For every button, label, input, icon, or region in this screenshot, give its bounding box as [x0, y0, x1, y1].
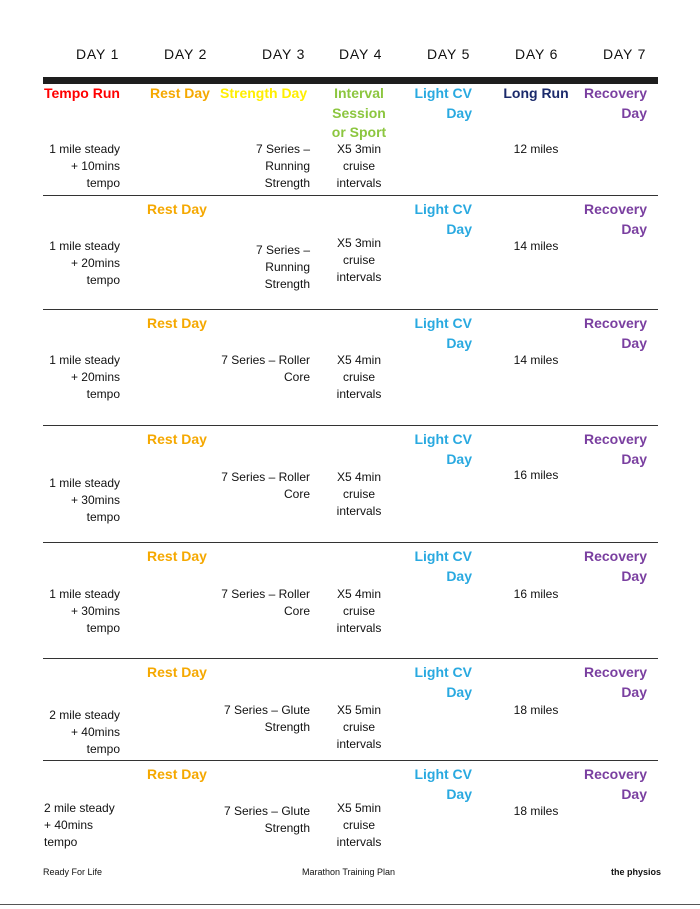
recovery-day-label: Recovery Day — [583, 664, 647, 700]
light-cv-day-label: Light CV Day — [414, 664, 472, 700]
light-cv-day-label: Light CV Day — [414, 201, 472, 237]
header-day-3: DAY 3 — [262, 46, 306, 62]
long-run-label: Long Run — [503, 85, 569, 101]
week-3-day-4: X5 4min cruise intervals — [336, 353, 382, 401]
week-6-day-3: 7 Series – Glute Strength — [223, 703, 310, 734]
light-cv-day-label: Light CV Day — [414, 85, 472, 121]
rest-day-label: Rest Day — [147, 766, 207, 782]
week-2-day-4: X5 3min cruise intervals — [336, 236, 382, 284]
week-2-day-1: 1 mile steady + 20mins tempo — [49, 239, 120, 287]
week-1-day-6: 12 miles — [513, 142, 559, 156]
week-4-day-4: X5 4min cruise intervals — [336, 470, 382, 518]
strength-day-label: Strength Day — [220, 85, 308, 101]
recovery-day-label: Recovery Day — [583, 548, 647, 584]
week-3-day-3: 7 Series – Roller Core — [221, 353, 310, 384]
light-cv-day-label: Light CV Day — [414, 431, 472, 467]
week-6-day-6: 18 miles — [513, 703, 559, 717]
header-day-2: DAY 2 — [164, 46, 208, 62]
tempo-run-label: Tempo Run — [44, 85, 120, 101]
header-day-7: DAY 7 — [603, 46, 647, 62]
week-2-day-6: 14 miles — [513, 239, 559, 253]
recovery-day-label: Recovery Day — [583, 315, 647, 351]
week-5-day-3: 7 Series – Roller Core — [221, 587, 310, 618]
week-5-day-6: 16 miles — [513, 587, 559, 601]
week-3-day-1: 1 mile steady + 20mins tempo — [49, 353, 120, 401]
week-5-day-4: X5 4min cruise intervals — [336, 587, 382, 635]
interval-session-label: Interval Session or Sport — [331, 85, 387, 140]
light-cv-day-label: Light CV Day — [414, 315, 472, 351]
light-cv-day-label: Light CV Day — [414, 766, 472, 802]
recovery-day-label: Recovery Day — [583, 201, 647, 237]
rest-day-label: Rest Day — [150, 85, 210, 101]
recovery-day-label: Recovery Day — [583, 85, 647, 121]
week-7-day-4: X5 5min cruise intervals — [336, 801, 382, 849]
week-3-day-6: 14 miles — [513, 353, 559, 367]
week-divider — [43, 425, 658, 426]
recovery-day-label: Recovery Day — [583, 431, 647, 467]
footer-brand: the physios — [611, 867, 662, 877]
recovery-day-label: Recovery Day — [583, 766, 647, 802]
week-6-day-4: X5 5min cruise intervals — [336, 703, 382, 751]
week-7-day-1: 2 mile steady + 40mins tempo — [44, 801, 115, 849]
week-4-day-1: 1 mile steady + 30mins tempo — [49, 476, 120, 524]
week-7-day-3: 7 Series – Glute Strength — [223, 804, 310, 835]
week-5-day-1: 1 mile steady + 30mins tempo — [49, 587, 120, 635]
week-divider — [43, 309, 658, 310]
footer-left: Ready For Life — [43, 867, 103, 877]
rest-day-label: Rest Day — [147, 201, 207, 217]
header-day-1: DAY 1 — [76, 46, 120, 62]
rest-day-label: Rest Day — [147, 664, 207, 680]
footer-title: Marathon Training Plan — [302, 867, 396, 877]
header-day-5: DAY 5 — [427, 46, 471, 62]
week-2-day-3: 7 Series – Running Strength — [255, 243, 310, 291]
header-divider — [43, 77, 658, 84]
week-divider — [43, 760, 658, 761]
week-divider — [43, 658, 658, 659]
week-6-day-1: 2 mile steady + 40mins tempo — [49, 708, 120, 756]
week-1-day-4: X5 3min cruise intervals — [336, 142, 382, 190]
rest-day-label: Rest Day — [147, 431, 207, 447]
week-divider — [43, 542, 658, 543]
header-day-4: DAY 4 — [339, 46, 383, 62]
week-7-day-6: 18 miles — [513, 804, 559, 818]
light-cv-day-label: Light CV Day — [414, 548, 472, 584]
week-divider — [43, 195, 658, 196]
week-4-day-3: 7 Series – Roller Core — [221, 470, 310, 501]
header-day-6: DAY 6 — [515, 46, 559, 62]
week-1-day-1: 1 mile steady + 10mins tempo — [49, 142, 120, 190]
rest-day-label: Rest Day — [147, 315, 207, 331]
week-4-day-6: 16 miles — [513, 468, 559, 482]
rest-day-label: Rest Day — [147, 548, 207, 564]
week-1-day-3: 7 Series – Running Strength — [255, 142, 310, 190]
